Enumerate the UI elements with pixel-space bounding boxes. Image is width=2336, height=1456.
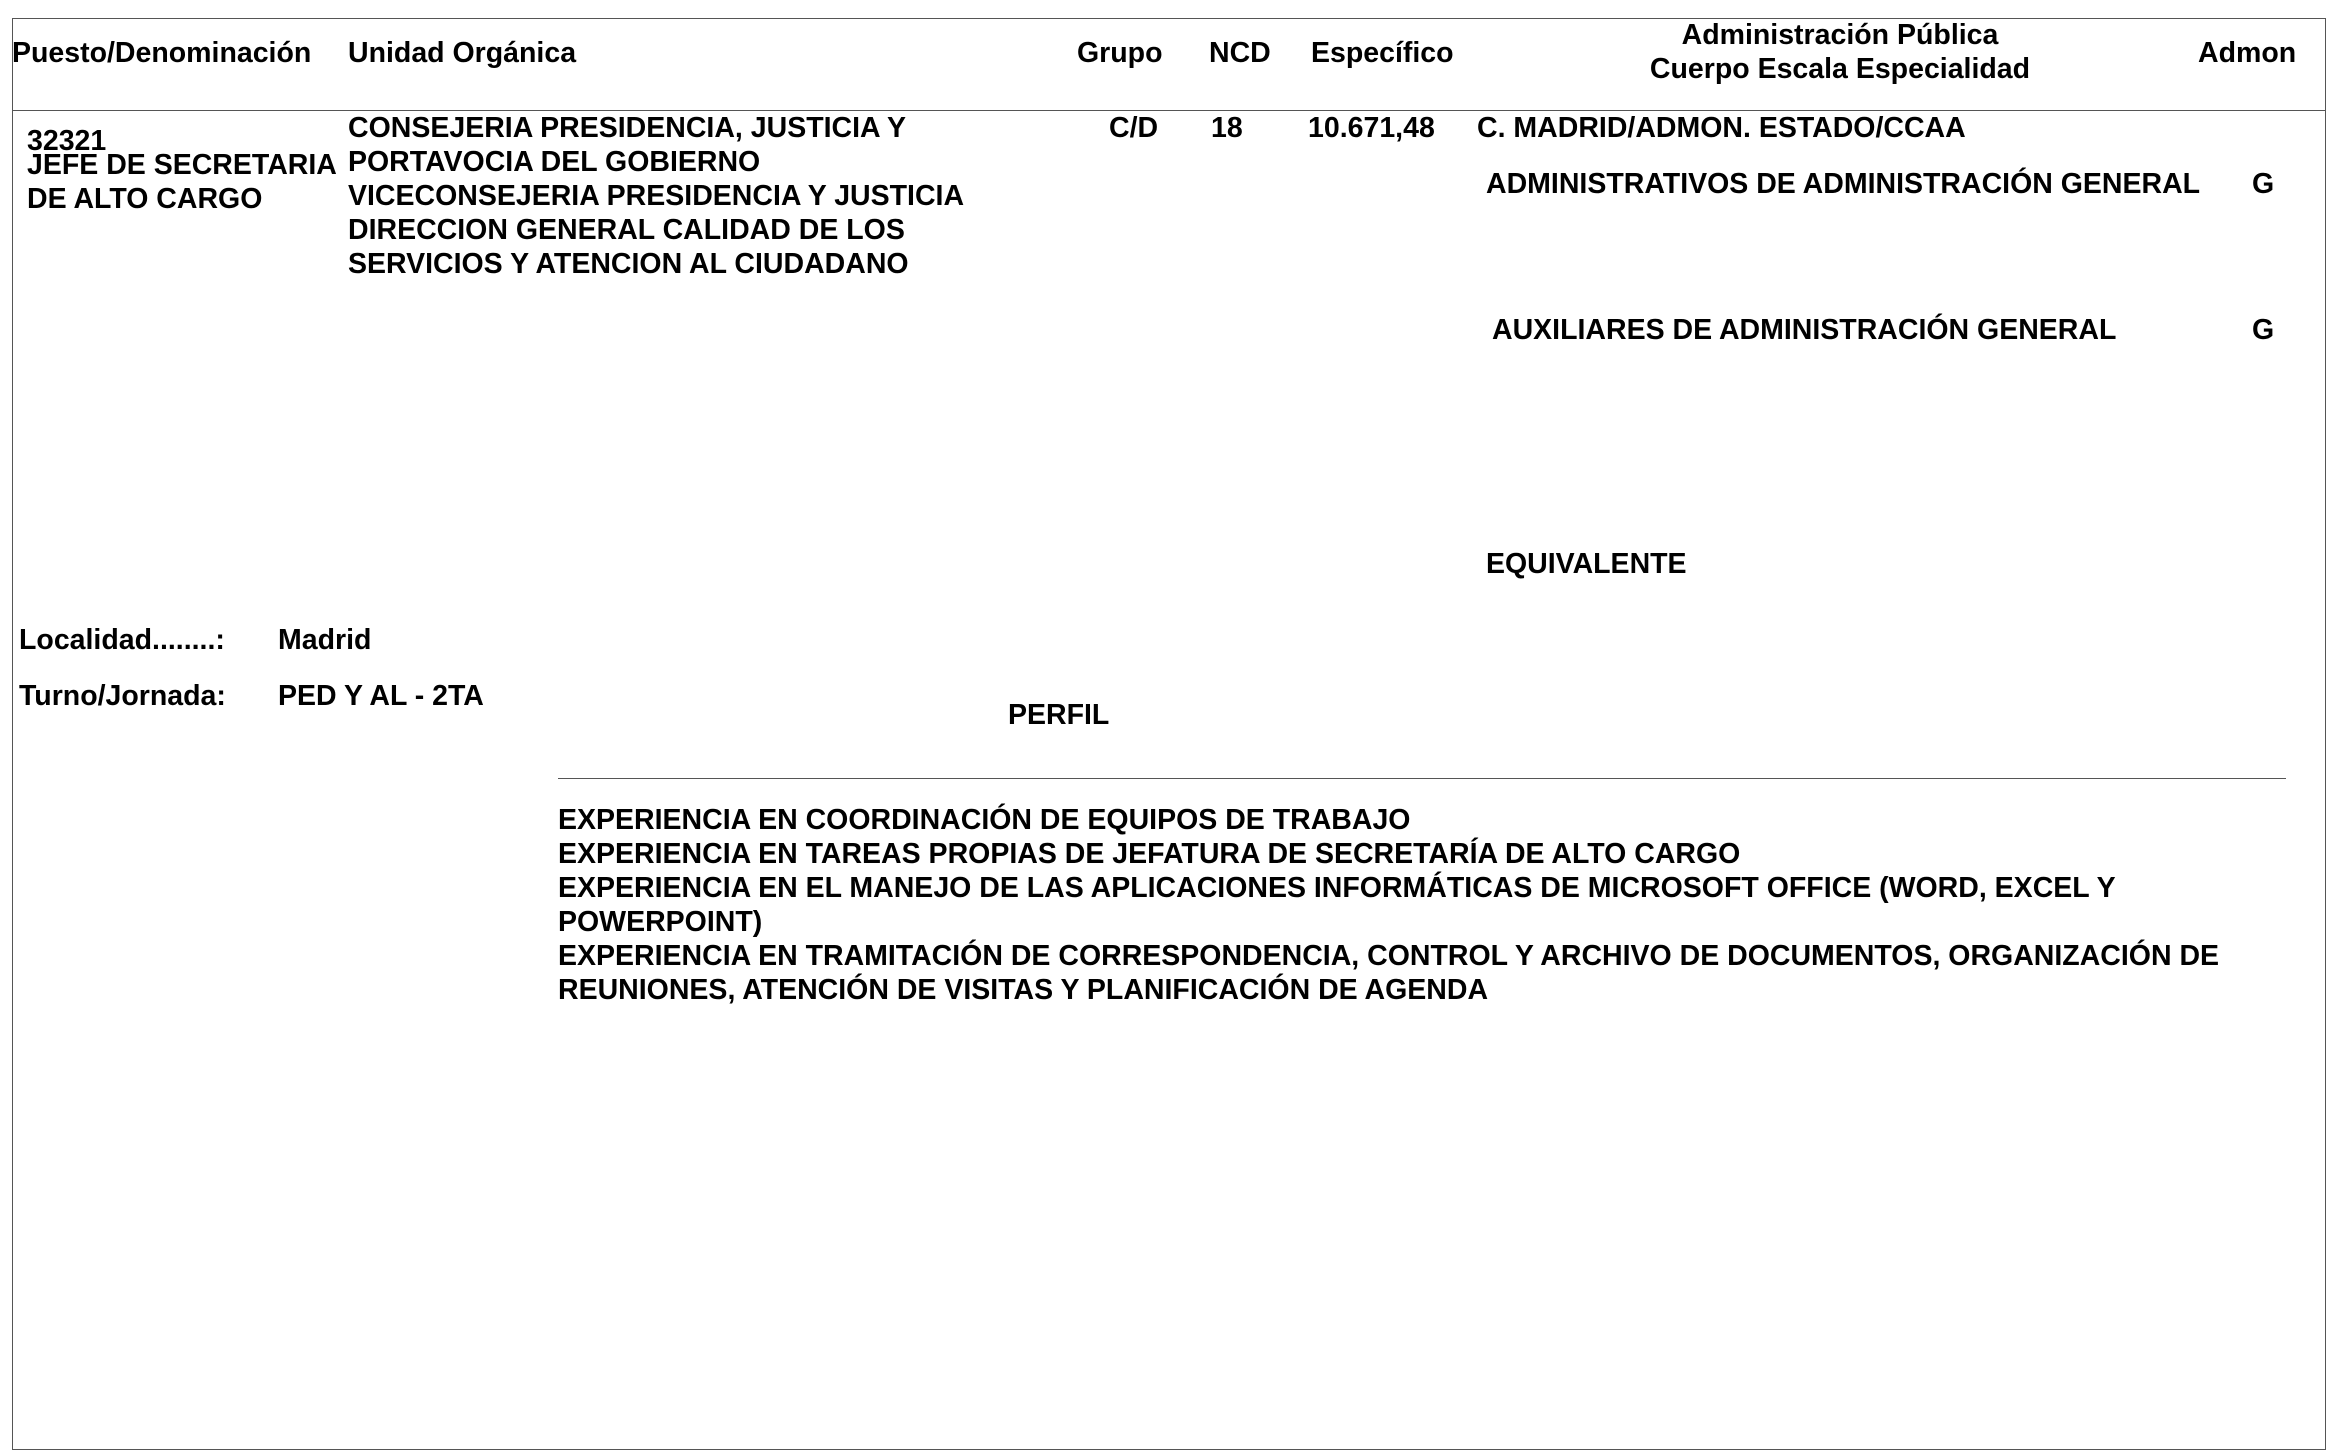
puesto-codigo: 32321: [27, 125, 107, 157]
perfil-title: PERFIL: [1008, 699, 1110, 731]
unidad-line: PORTAVOCIA DEL GOBIERNO: [348, 146, 761, 178]
unidad-line: DIRECCION GENERAL CALIDAD DE LOS: [348, 214, 905, 246]
header-administracion-publica: [1560, 18, 2120, 86]
cuerpo-name: AUXILIARES DE ADMINISTRACIÓN GENERAL: [1492, 314, 2117, 346]
unidad-line: SERVICIOS Y ATENCION AL CIUDADANO: [348, 248, 909, 280]
perfil-line: EXPERIENCIA EN EL MANEJO DE LAS APLICACIONES INFORMÁTICAS DE MICROSOFT OFFICE (WORD, EXCEL Y: [558, 872, 2116, 904]
especifico-value: 10.671,48: [1308, 112, 1435, 144]
administracion-value: C. MADRID/ADMON. ESTADO/CCAA: [1477, 112, 1966, 144]
perfil-line: EXPERIENCIA EN TRAMITACIÓN DE CORRESPONDENCIA, CONTROL Y ARCHIVO DE DOCUMENTOS, ORGANIZACIÓN DE: [558, 940, 2220, 972]
cuerpo-admon: G: [2252, 168, 2275, 200]
header-admon: Admon: [2198, 37, 2297, 69]
perfil-line: REUNIONES, ATENCIÓN DE VISITAS Y PLANIFICACIÓN DE AGENDA: [558, 974, 1489, 1006]
unidad-organica: [348, 111, 964, 281]
puesto-denominacion: [27, 148, 337, 216]
header-admin-line2: Cuerpo Escala Especialidad: [1649, 53, 2031, 85]
turno-value: PED Y AL - 2TA: [278, 680, 484, 712]
grupo-value: C/D: [1109, 112, 1159, 144]
unidad-line: CONSEJERIA PRESIDENCIA, JUSTICIA Y: [348, 112, 906, 144]
ncd-value: 18: [1211, 112, 1243, 144]
cuerpo-name: ADMINISTRATIVOS DE ADMINISTRACIÓN GENERAL: [1486, 168, 2201, 200]
header-especifico: Específico: [1311, 37, 1454, 69]
cuerpo-admon: G: [2252, 314, 2275, 346]
header-admin-line1: Administración Pública: [1681, 19, 1999, 51]
denominacion-line: JEFE DE SECRETARIA: [27, 149, 337, 181]
perfil-line: EXPERIENCIA EN COORDINACIÓN DE EQUIPOS DE TRABAJO: [558, 804, 1411, 836]
perfil-divider: [558, 778, 2286, 779]
localidad-value: Madrid: [278, 624, 372, 656]
header-unidad: Unidad Orgánica: [348, 37, 577, 69]
unidad-line: VICECONSEJERIA PRESIDENCIA Y JUSTICIA: [348, 180, 965, 212]
header-grupo: Grupo: [1077, 37, 1163, 69]
header-puesto: Puesto/Denominación: [12, 37, 312, 69]
denominacion-line: DE ALTO CARGO: [27, 183, 263, 215]
perfil-requirements: [558, 803, 2219, 1007]
equivalente-label: EQUIVALENTE: [1486, 548, 1687, 580]
localidad-label: Localidad........:: [19, 624, 225, 656]
header-ncd: NCD: [1209, 37, 1271, 69]
perfil-line: EXPERIENCIA EN TAREAS PROPIAS DE JEFATURA DE SECRETARÍA DE ALTO CARGO: [558, 838, 1741, 870]
turno-label: Turno/Jornada:: [19, 680, 226, 712]
perfil-line: POWERPOINT): [558, 906, 763, 938]
